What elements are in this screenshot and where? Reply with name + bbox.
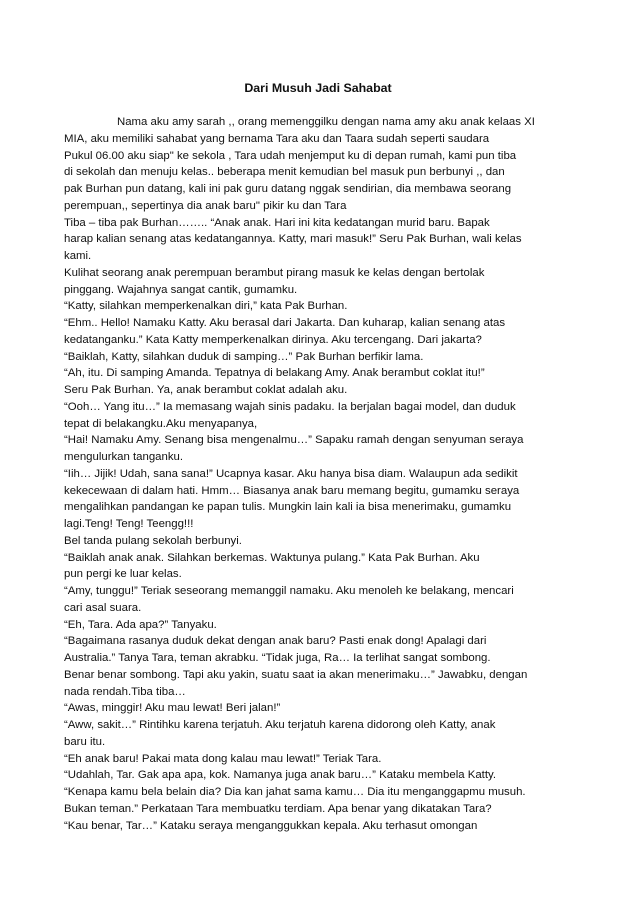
paragraph-line: kami. bbox=[64, 250, 92, 262]
paragraph-line: “Ah, itu. Di samping Amanda. Tepatnya di belakang Amy. Anak berambut coklat itu!” bbox=[64, 367, 485, 380]
paragraph-line: kedatanganku.” Kata Katty memperkenalkan dirinya. Aku tercengang. Dari jakarta? bbox=[64, 333, 482, 346]
paragraph-line: Kulihat seorang anak perempuan berambut pirang masuk ke kelas dengan bertolak bbox=[64, 266, 485, 279]
paragraph-line: “Aww, sakit…” Rintihku karena terjatuh. Aku terjatuh karena didorong oleh Katty, anak bbox=[64, 719, 496, 731]
paragraph-line: Nama aku amy sarah ,, orang memenggilku dengan nama amy aku anak kelaas XI bbox=[117, 116, 535, 128]
document-title: Dari Musuh Jadi Sahabat bbox=[244, 81, 392, 95]
paragraph-line: mengulurkan tanganku. bbox=[64, 451, 184, 463]
paragraph-line: “Baiklah anak anak. Silahkan berkemas. Waktunya pulang.” Kata Pak Burhan. Aku bbox=[64, 551, 480, 564]
paragraph-line: “Kenapa kamu bela belain dia? Dia kan jahat sama kamu… Dia itu menganggapmu musuh. bbox=[64, 786, 526, 798]
paragraph-line: “Bagaimana rasanya duduk dekat dengan anak baru? Pasti enak dong! Apalagi dari bbox=[64, 635, 487, 648]
paragraph-line: lagi.Teng! Teng! Teengg!!! bbox=[64, 518, 194, 530]
paragraph-line: cari asal suara. bbox=[64, 601, 142, 614]
paragraph-line: perempuan,, sepertinya dia anak baru" pikir ku dan Tara bbox=[64, 199, 347, 212]
paragraph-line: mengalihkan pandangan ke papan tulis. Mungkin lain kali ia bisa menerimaku, gumamku bbox=[64, 501, 512, 514]
paragraph-line: kekecewaan di dalam hati. Hmm… Biasanya anak baru memang begitu, gumamku seraya bbox=[64, 484, 520, 497]
paragraph-line: “Iih… Jijik! Udah, sana sana!” Ucapnya kasar. Aku hanya bisa diam. Walaupun ada sedikit bbox=[64, 467, 518, 480]
paragraph-line: di sekolah dan menuju kelas.. beberapa menit kemudian bel masuk pun berbunyi ,, dan bbox=[64, 166, 505, 179]
paragraph-line: “Ooh… Yang itu…” Ia memasang wajah sinis padaku. Ia berjalan bagai model, dan duduk bbox=[64, 400, 516, 413]
paragraph-line: “Baiklah, Katty, silahkan duduk di samping…” Pak Burhan berfikir lama. bbox=[64, 350, 424, 363]
paragraph-line: “Amy, tunggu!” Teriak seseorang memanggil namaku. Aku menoleh ke belakang, mencari bbox=[64, 585, 514, 597]
paragraph-line: “Hai! Namaku Amy. Senang bisa mengenalmu…” Sapaku ramah dengan senyuman seraya bbox=[64, 434, 524, 447]
paragraph-line: Bel tanda pulang sekolah berbunyi. bbox=[64, 534, 242, 547]
paragraph-line: pak Burhan pun datang, kali ini pak guru datang nggak sendirian, dia membawa seorang bbox=[64, 183, 512, 195]
paragraph-line: pinggang. Wajahnya sangat cantik, gumamku. bbox=[64, 283, 298, 296]
paragraph-line: “Eh anak baru! Pakai mata dong kalau mau lewat!” Teriak Tara. bbox=[64, 752, 382, 765]
paragraph-line: “Awas, minggir! Aku mau lewat! Beri jalan!” bbox=[64, 702, 281, 715]
paragraph-line: Pukul 06.00 aku siap" ke sekola , Tara udah menjemput ku di depan rumah, kami pun tiba bbox=[64, 149, 517, 162]
document-body bbox=[64, 114, 572, 834]
paragraph-line: “Udahlah, Tar. Gak apa apa, kok. Namanya juga anak baru…” Kataku membela Katty. bbox=[64, 769, 497, 782]
paragraph-line: Bukan teman.” Perkataan Tara membuatku terdiam. Apa benar yang dikatakan Tara? bbox=[64, 802, 492, 815]
paragraph-line: Seru Pak Burhan. Ya, anak berambut coklat adalah aku. bbox=[64, 384, 348, 396]
paragraph-line: Tiba – tiba pak Burhan…….. “Anak anak. Hari ini kita kedatangan murid baru. Bapak bbox=[64, 216, 490, 229]
paragraph-line: “Eh, Tara. Ada apa?” Tanyaku. bbox=[64, 618, 217, 631]
paragraph-line: Benar benar sombong. Tapi aku yakin, suatu saat ia akan menerimaku…” Jawabku, dengan bbox=[64, 668, 528, 681]
paragraph-line: “Kau benar, Tar…” Kataku seraya menganggukkan kepala. Aku terhasut omongan bbox=[64, 819, 478, 832]
paragraph-line: Australia.” Tanya Tara, teman akrabku. “Tidak juga, Ra… Ia terlihat sangat sombong. bbox=[64, 652, 491, 664]
paragraph-line: “Ehm.. Hello! Namaku Katty. Aku berasal dari Jakarta. Dan kuharap, kalian senang atas bbox=[64, 317, 506, 329]
paragraph-line: baru itu. bbox=[64, 735, 106, 748]
paragraph-line: pun pergi ke luar kelas. bbox=[64, 568, 182, 581]
paragraph-line: “Katty, silahkan memperkenalkan diri,” kata Pak Burhan. bbox=[64, 300, 348, 313]
paragraph-line: nada rendah.Tiba tiba… bbox=[64, 685, 186, 698]
paragraph-line: MIA, aku memiliki sahabat yang bernama Tara aku dan Taara sudah seperti saudara bbox=[64, 132, 490, 145]
paragraph-line: tepat di belakangku.Aku menyapanya, bbox=[64, 417, 258, 430]
paragraph-line: harap kalian senang atas kedatangannya. Katty, mari masuk!” Seru Pak Burhan, wali kelas bbox=[64, 233, 522, 246]
